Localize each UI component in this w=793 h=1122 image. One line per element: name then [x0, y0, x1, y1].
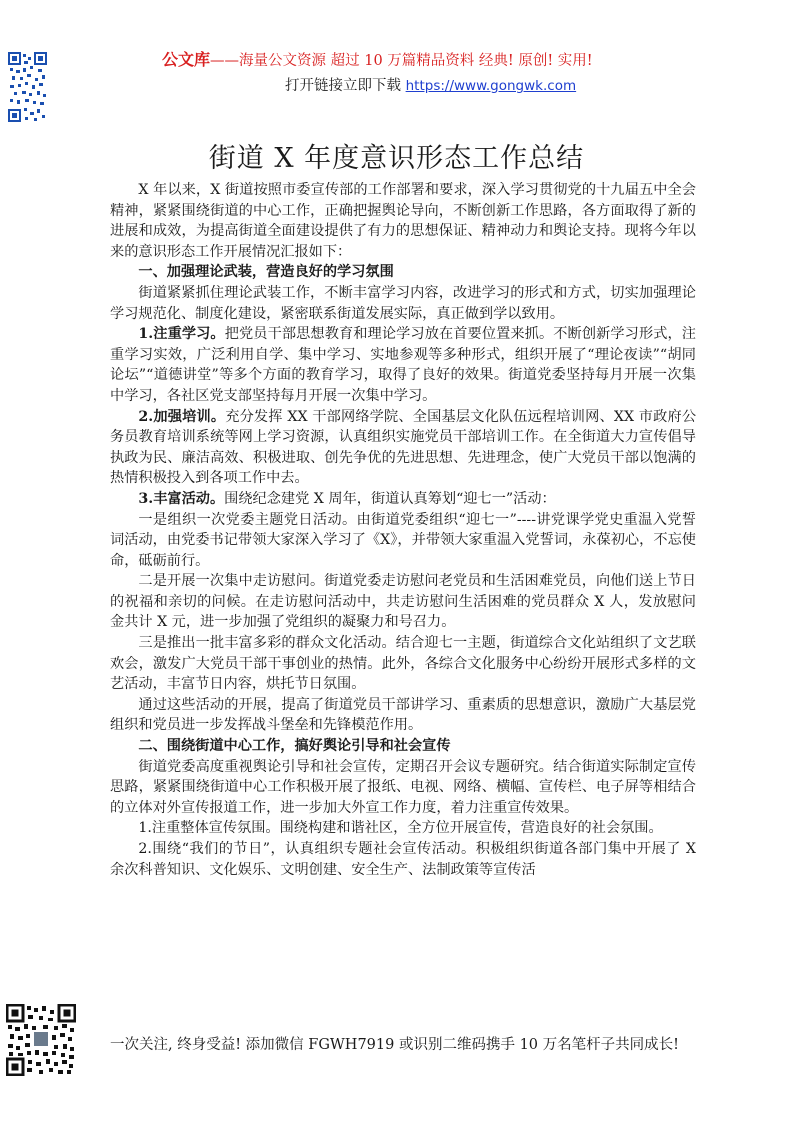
paragraph-lead: 2.加强培训。: [138, 408, 226, 425]
download-line: [285, 76, 645, 96]
paragraph-text: 通过这些活动的开展，提高了街道党员干部讲学习、重素质的思想意识，激励广大基层党组织和党员进一步发挥战斗堡垒和先锋模范作用。: [110, 696, 696, 734]
body-paragraph: [110, 571, 696, 633]
paragraph-text: 街道紧紧抓住理论武装工作，不断丰富学习内容，改进学习的形式和方式，切实加强理论学习规范化、制度化建设，紧密联系街道发展实际，真正做到学以致用。: [110, 284, 696, 322]
body-paragraph: [110, 633, 696, 695]
qr-code-bottom-image: [6, 1004, 76, 1076]
download-prefix: 打开链接立即下载: [285, 78, 406, 94]
body-paragraph: [110, 324, 696, 406]
body-paragraph: [110, 180, 696, 262]
paragraph-text: 三是推出一批丰富多彩的群众文化活动。结合迎七一主题，街道综合文化站组织了文艺联欢会，激发广大党员干部干事创业的热情。此外，各综合文化服务中心纷纷开展形式多样的文艺活动，丰富节日内容，烘托节日氛围。: [110, 635, 696, 693]
body-paragraph: [110, 839, 696, 880]
paragraph-text: 围绕纪念建党 X 周年，街道认真筹划“迎七一”活动：: [224, 490, 556, 507]
footer-promo: 一次关注, 终身受益! 添加微信 FGWH7919 或识别二维码携手 10 万名笔杆子共同成长!: [110, 1037, 679, 1053]
body-paragraph: [110, 510, 696, 572]
body-paragraph: [110, 283, 696, 324]
section-heading: [110, 736, 696, 757]
brand-slogan: ——海量公文资源 超过 10 万篇精品资料 经典! 原创! 实用!: [210, 53, 593, 69]
site-header-banner: [162, 50, 722, 71]
section-heading-text: 二、围绕街道中心工作，搞好舆论引导和社会宣传: [138, 738, 451, 755]
body-paragraph: [110, 757, 696, 819]
paragraph-text: 一是组织一次党委主题党日活动。由街道党委组织“迎七一”----讲党课学党史重温入党誓词活动，由党委书记带领大家深入学习了《X》，并带领大家重温入党誓词，永葆初心，不忘使命，砥砺前行。: [110, 511, 696, 569]
body-paragraph: [110, 695, 696, 736]
document-title: 街道 X 年度意识形态工作总结: [208, 143, 585, 174]
paragraph-text: 把党员干部思想教育和理论学习放在首要位置来抓。不断创新学习形式，注重学习实效，广泛利用自学、集中学习、实地参观等多种形式，组织开展了“理论夜读”“胡同论坛”“道德讲堂”等多个方面的教育学习，取得了良好的效果。街道党委坚持每月开展一次集中学习，各社区党支部坚持每月开展一次集中学习。: [110, 326, 696, 404]
site-link[interactable]: https://www.gongwk.com: [405, 78, 577, 94]
paragraph-text: X 年以来，X 街道按照市委宣传部的工作部署和要求，深入学习贯彻党的十九届五中全会精神，紧紧围绕街道的中心工作，正确把握舆论导向，不断创新工作思路，各方面取得了新的进展和成效，为提高街道全面建设提供了有力的思想保证、精神动力和舆论支持。现将今年以来的意识形态工作开展情况汇报如下：: [110, 182, 696, 260]
body-paragraph: [110, 818, 696, 839]
qr-code-top-image: [8, 52, 48, 124]
body-paragraph: [110, 407, 696, 489]
paragraph-lead: 1.注重学习。: [138, 326, 225, 343]
brand-name: 公文库: [162, 50, 211, 69]
paragraph-lead: 3.丰富活动。: [138, 490, 225, 507]
section-heading: [110, 262, 696, 283]
paragraph-text: 二是开展一次集中走访慰问。街道党委走访慰问老党员和生活困难党员，向他们送上节日的祝福和亲切的问候。在走访慰问活动中，共走访慰问生活困难的党员群众 X 人，发放慰问金共计 X 元，进一步加强了党组织的凝聚力和号召力。: [110, 573, 696, 631]
document-body: [110, 180, 696, 880]
paragraph-text: 街道党委高度重视舆论引导和社会宣传，定期召开会议专题研究。结合街道实际制定宣传思路，紧紧围绕街道中心工作积极开展了报纸、电视、网络、横幅、宣传栏、电子屏等相结合的立体对外宣传报道工作，进一步加大外宣工作力度，着力注重宣传效果。: [110, 758, 696, 816]
paragraph-text: 充分发挥 XX 干部网络学院、全国基层文化队伍远程培训网、XX 市政府公务员教育培训系统等网上学习资源，认真组织实施党员干部培训工作。在全街道大力宣传倡导执政为民、廉洁高效、积极进取、创先争优的先进思想、先进理念，使广大党员干部以饱满的热情积极投入到各项工作中去。: [110, 408, 697, 487]
body-paragraph: [110, 489, 696, 510]
section-heading-text: 一、加强理论武装，营造良好的学习氛围: [138, 264, 394, 281]
paragraph-text: 1.注重整体宣传氛围。围绕构建和谐社区，全方位开展宣传，营造良好的社会氛围。: [138, 820, 663, 837]
paragraph-text: 2.围绕“我们的节日”，认真组织专题社会宣传活动。积极组织街道各部门集中开展了 X 余次科普知识、文化娱乐、文明创建、安全生产、法制政策等宣传活: [110, 841, 696, 878]
